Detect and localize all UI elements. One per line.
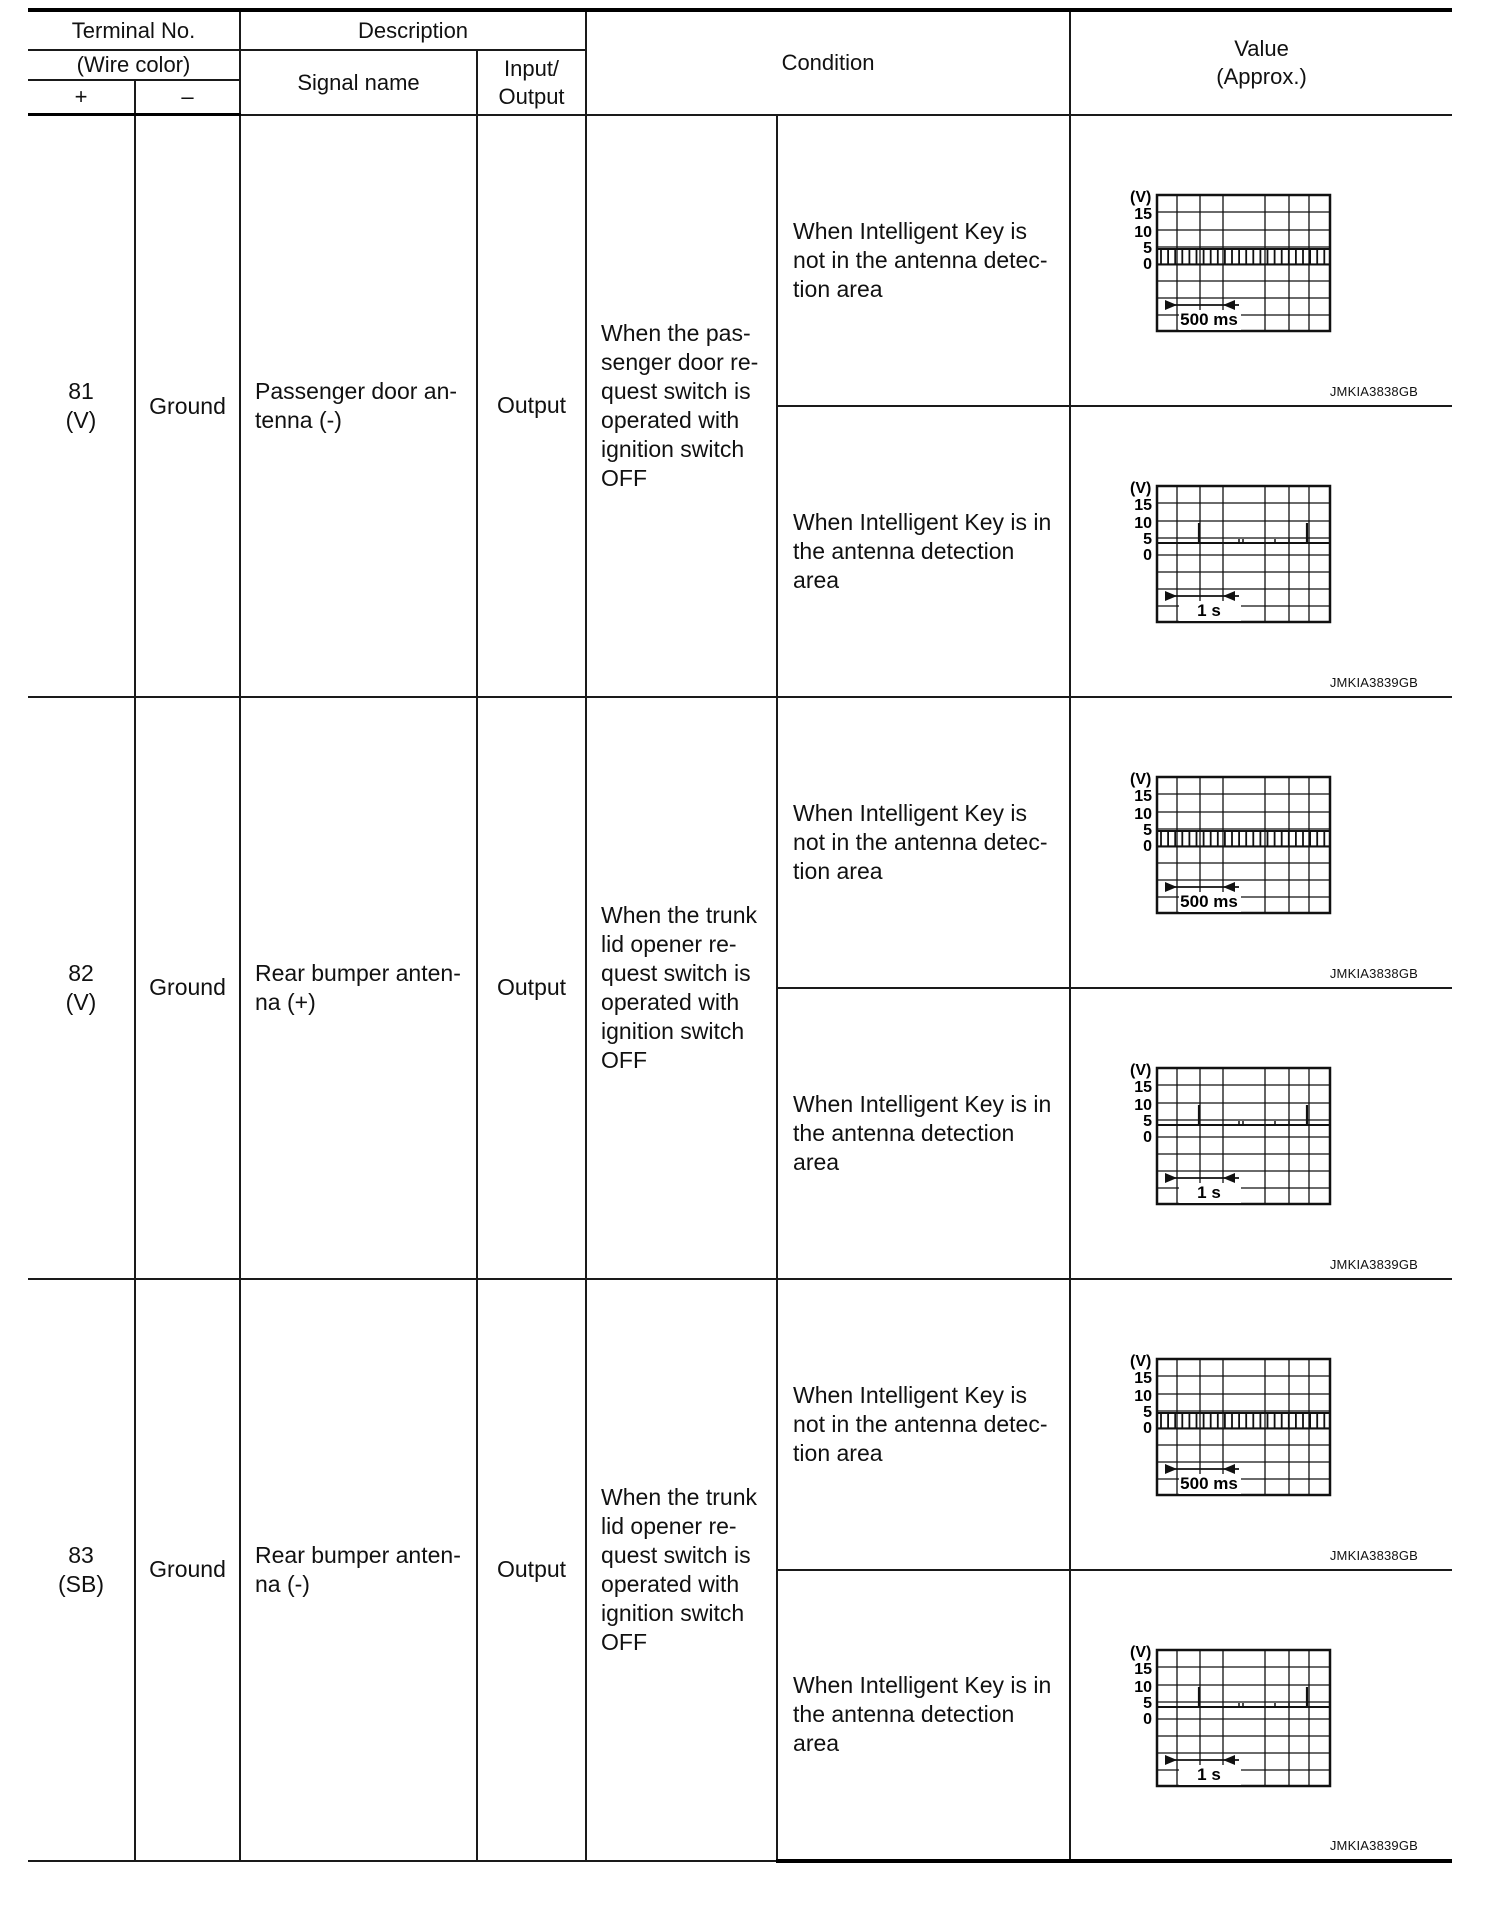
time-scale-label: 1 s [1196, 601, 1221, 621]
time-arrow-right [1165, 591, 1177, 601]
figure-id: JMKIA3839GB [1329, 1256, 1419, 1272]
condition-line: OFF [601, 464, 648, 491]
condition-line: operated with [601, 1570, 740, 1597]
signal-line: na (-) [255, 1570, 310, 1597]
condition-line: quest switch is [601, 377, 751, 404]
time-arrow-left [1223, 1464, 1235, 1474]
key-line: When Intelligent Key is [793, 217, 1027, 244]
time-arrow-right [1165, 1173, 1177, 1183]
waveform-cell [1070, 406, 1452, 697]
condition-line: OFF [601, 1628, 648, 1655]
figure-id: JMKIA3839GB [1329, 674, 1419, 690]
time-arrow-left [1223, 1755, 1235, 1765]
y-unit-label: (V) [1129, 1062, 1151, 1080]
key-line: not in the antenna detec- [793, 246, 1048, 273]
waveform-cell [1070, 988, 1452, 1279]
y-tick-label: 10 [1133, 1678, 1152, 1696]
y-tick-label: 0 [1142, 838, 1152, 856]
condition-line: When the trunk [601, 901, 757, 928]
signal-name-82 [240, 697, 477, 1279]
condition-line: lid opener re- [601, 930, 737, 957]
y-unit-label: (V) [1129, 1643, 1151, 1661]
y-tick-label: 15 [1133, 206, 1152, 224]
signal-line: Rear bumper anten- [255, 959, 461, 986]
terminal-82 [28, 697, 135, 1279]
header-description: Description [240, 10, 586, 50]
header-value-label: Value [1234, 35, 1289, 61]
key-line: the antenna detection [793, 537, 1015, 564]
condition-81 [586, 115, 777, 697]
time-arrow-right [1165, 300, 1177, 310]
condition-line: lid opener re- [601, 1512, 737, 1539]
header-value [1070, 10, 1452, 115]
header-io-line1: Input/ [504, 55, 560, 81]
key-line: not in the antenna detec- [793, 1410, 1048, 1437]
figure-id: JMKIA3838GB [1329, 965, 1419, 981]
figure-id: JMKIA3838GB [1329, 383, 1419, 399]
signal-name-83 [240, 1279, 477, 1861]
key-condition [777, 406, 1070, 697]
key-condition [777, 697, 1070, 988]
condition-line: operated with [601, 406, 740, 433]
signal-name-81 [240, 115, 477, 697]
header-input-output [477, 50, 586, 114]
key-line: When Intelligent Key is in [793, 1672, 1052, 1699]
header-condition: Condition [586, 10, 1070, 115]
key-line: When Intelligent Key is [793, 799, 1027, 826]
y-tick-label: 5 [1142, 822, 1152, 840]
header-io-line2: Output [498, 83, 565, 109]
y-tick-label: 5 [1142, 531, 1152, 549]
condition-line: ignition switch [601, 1599, 745, 1626]
ground-82: Ground [135, 697, 240, 1279]
key-line: When Intelligent Key is in [793, 1090, 1052, 1117]
header-terminal-label: Terminal No. [71, 17, 196, 43]
signal-line: tenna (-) [255, 406, 342, 433]
waveform [1082, 155, 1442, 365]
io-83: Output [477, 1279, 586, 1861]
y-tick-label: 0 [1142, 1129, 1152, 1147]
key-condition [777, 988, 1070, 1279]
key-line: area [793, 1148, 840, 1175]
y-tick-label: 0 [1142, 256, 1152, 274]
header-terminal-no [28, 10, 240, 50]
time-arrow-left [1223, 591, 1235, 601]
figure-id: JMKIA3839GB [1329, 1838, 1419, 1853]
io-82: Output [477, 697, 586, 1279]
key-line: tion area [793, 275, 883, 302]
time-scale-label: 500 ms [1179, 1474, 1238, 1494]
condition-line: operated with [601, 988, 740, 1015]
key-condition [777, 1279, 1070, 1570]
figure-id: JMKIA3838GB [1329, 1547, 1419, 1563]
y-tick-label: 15 [1133, 1660, 1152, 1678]
y-tick-label: 10 [1133, 806, 1152, 824]
y-tick-label: 15 [1133, 1079, 1152, 1097]
y-tick-label: 5 [1142, 1113, 1152, 1131]
key-condition [777, 1570, 1070, 1861]
waveform-cell [1070, 697, 1452, 988]
condition-82 [586, 697, 777, 1279]
waveform-cell [1070, 1570, 1452, 1861]
signal-line: Rear bumper anten- [255, 1541, 461, 1568]
key-line: area [793, 1730, 840, 1757]
y-unit-label: (V) [1129, 480, 1151, 498]
header-signal-name: Signal name [240, 50, 477, 114]
condition-line: ignition switch [601, 435, 745, 462]
key-line: When Intelligent Key is in [793, 508, 1052, 535]
y-tick-label: 0 [1142, 1710, 1152, 1728]
header-plus: + [28, 80, 135, 114]
waveform-svg [1082, 737, 1442, 947]
terminal-table [28, 8, 1452, 1863]
condition-line: quest switch is [601, 959, 751, 986]
header-wire-color: (Wire color) [28, 50, 240, 80]
y-unit-label: (V) [1129, 1353, 1151, 1371]
key-line: When Intelligent Key is [793, 1381, 1027, 1408]
terminal-number: 83 [68, 1541, 94, 1568]
waveform-cell [1070, 115, 1452, 406]
y-unit-label: (V) [1129, 771, 1151, 789]
waveform [1082, 737, 1442, 947]
y-tick-label: 15 [1133, 788, 1152, 806]
io-81: Output [477, 115, 586, 697]
condition-line: quest switch is [601, 1541, 751, 1568]
time-scale-label: 1 s [1196, 1183, 1221, 1203]
time-scale-label: 500 ms [1179, 310, 1238, 330]
signal-line: Passenger door an- [255, 377, 458, 404]
condition-line: When the pas- [601, 319, 751, 346]
key-line: area [793, 566, 840, 593]
wire-color: (V) [65, 988, 97, 1015]
waveform-svg [1082, 1610, 1442, 1820]
y-tick-label: 0 [1142, 547, 1152, 565]
y-unit-label: (V) [1129, 189, 1151, 207]
header-minus: – [135, 80, 240, 114]
terminal-number: 81 [68, 378, 94, 404]
time-arrow-right [1165, 1464, 1177, 1474]
time-arrow-left [1223, 882, 1235, 892]
ground-83: Ground [135, 1279, 240, 1861]
waveform-svg [1082, 446, 1442, 656]
y-tick-label: 10 [1133, 515, 1152, 533]
y-tick-label: 5 [1142, 240, 1152, 258]
y-tick-label: 10 [1133, 1097, 1152, 1115]
condition-line: When the trunk [601, 1483, 757, 1510]
condition-line: ignition switch [601, 1017, 745, 1044]
y-tick-label: 10 [1133, 224, 1152, 242]
header-value-approx: (Approx.) [1216, 63, 1307, 89]
signal-line: na (+) [255, 988, 316, 1015]
ground-81: Ground [135, 115, 240, 697]
key-line: the antenna detection [793, 1701, 1015, 1728]
condition-line: senger door re- [601, 348, 759, 375]
waveform-svg [1082, 1028, 1442, 1238]
wire-color: (SB) [58, 1570, 104, 1597]
y-tick-label: 0 [1142, 1420, 1152, 1438]
time-arrow-right [1165, 882, 1177, 892]
condition-83 [586, 1279, 777, 1861]
y-tick-label: 10 [1133, 1388, 1152, 1406]
key-line: not in the antenna detec- [793, 828, 1048, 855]
key-line: tion area [793, 1439, 883, 1466]
time-arrow-left [1223, 300, 1235, 310]
key-line: the antenna detection [793, 1119, 1015, 1146]
waveform [1082, 446, 1442, 656]
key-line: tion area [793, 857, 883, 884]
waveform-svg [1082, 1319, 1442, 1529]
waveform-cell [1070, 1279, 1452, 1570]
wire-color: (V) [65, 407, 97, 433]
waveform [1082, 1319, 1442, 1529]
y-tick-label: 15 [1133, 1370, 1152, 1388]
terminal-number: 82 [68, 959, 94, 986]
key-condition [777, 115, 1070, 406]
waveform [1082, 1610, 1442, 1820]
terminal-83 [28, 1279, 135, 1861]
condition-line: OFF [601, 1046, 648, 1073]
y-tick-label: 15 [1133, 497, 1152, 515]
y-tick-label: 5 [1142, 1404, 1152, 1422]
waveform [1082, 1028, 1442, 1238]
waveform-svg [1082, 155, 1442, 365]
time-arrow-right [1165, 1755, 1177, 1765]
time-scale-label: 1 s [1196, 1764, 1221, 1784]
terminal-81 [28, 115, 135, 697]
time-arrow-left [1223, 1173, 1235, 1183]
y-tick-label: 5 [1142, 1694, 1152, 1712]
time-scale-label: 500 ms [1179, 892, 1238, 912]
